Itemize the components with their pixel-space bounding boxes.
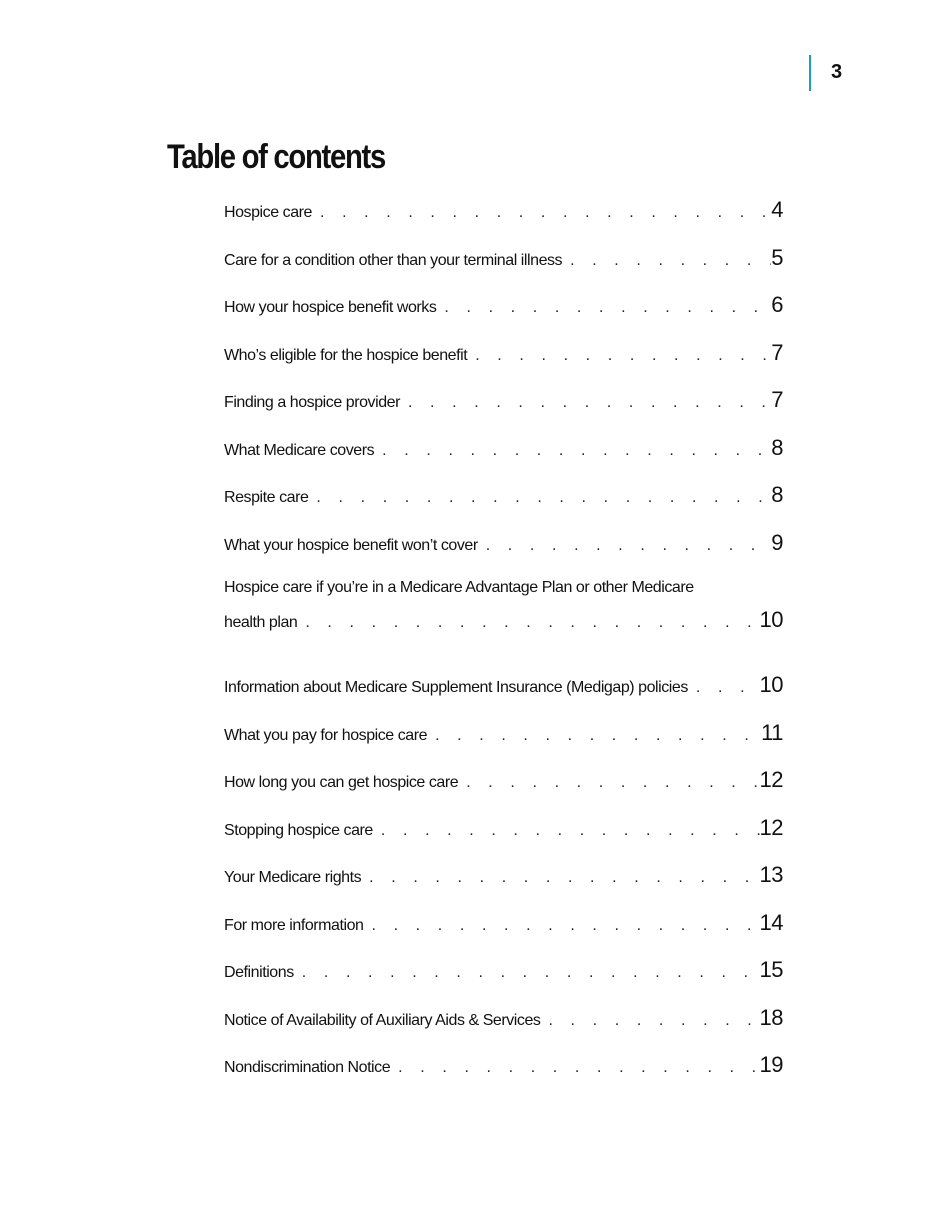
toc-entry-label: Your Medicare rights xyxy=(224,869,362,886)
dot-leader xyxy=(466,771,759,795)
dot-leader xyxy=(320,201,771,225)
toc-entry-page: 9 xyxy=(771,529,783,555)
toc-entry-label: Nondiscrimination Notice xyxy=(224,1059,391,1076)
toc-entry-page: 14 xyxy=(759,909,783,935)
toc-entry-page: 19 xyxy=(759,1052,783,1077)
toc-entry-page: 7 xyxy=(771,387,783,412)
toc-entry-page: 6 xyxy=(771,292,783,317)
toc-entry-page: 8 xyxy=(771,434,783,460)
toc-entry-page: 12 xyxy=(759,767,783,792)
toc-entry-label: Hospice care xyxy=(224,204,312,221)
toc-entry-label: Who’s eligible for the hospice benefit xyxy=(224,346,468,364)
toc-entry-more-information[interactable] xyxy=(224,905,783,953)
dot-leader xyxy=(302,961,760,985)
toc-entry-wont-cover[interactable] xyxy=(224,525,783,573)
toc-entry-page: 12 xyxy=(759,814,783,840)
dot-leader xyxy=(444,296,771,320)
toc-entry-hospice-care[interactable] xyxy=(224,192,783,240)
toc-entry-medicare-advantage[interactable] xyxy=(224,572,783,667)
dot-leader xyxy=(372,914,760,938)
toc-entry-whos-eligible[interactable] xyxy=(224,335,783,383)
page-number-rule xyxy=(809,55,811,91)
page-number: 3 xyxy=(831,61,843,83)
toc-entry-label-line2: health plan xyxy=(224,614,298,631)
toc-entry-medicare-rights[interactable] xyxy=(224,857,783,905)
toc-entry-label: Definitions xyxy=(224,964,294,981)
toc-entry-label: Information about Medicare Supplement Insurance (Medigap) policies xyxy=(224,679,688,696)
toc-entry-page: 11 xyxy=(761,719,783,745)
toc-entry-label: For more information xyxy=(224,916,364,934)
toc-entry-page: 4 xyxy=(771,197,783,222)
dot-leader xyxy=(305,611,759,635)
dot-leader xyxy=(696,676,760,700)
toc-entry-label: Notice of Availability of Auxiliary Aids & Services xyxy=(224,1011,541,1029)
toc-entry-medigap[interactable] xyxy=(224,667,783,715)
dot-leader xyxy=(369,866,759,890)
toc-entry-page: 10 xyxy=(759,672,783,697)
toc-entry-auxiliary-aids[interactable] xyxy=(224,1000,783,1048)
toc-entry-how-long[interactable] xyxy=(224,762,783,810)
toc-entry-label: Respite care xyxy=(224,489,309,506)
dot-leader xyxy=(570,249,771,273)
dot-leader xyxy=(381,819,760,843)
dot-leader xyxy=(382,439,771,463)
toc-entry-page: 18 xyxy=(759,1004,783,1030)
toc-entry-page: 13 xyxy=(759,862,783,887)
toc-entry-what-you-pay[interactable] xyxy=(224,715,783,763)
toc-entry-label: Finding a hospice provider xyxy=(224,394,400,411)
toc-entry-label: Care for a condition other than your terminal illness xyxy=(224,251,563,269)
toc-entry-page: 8 xyxy=(771,482,783,507)
table-of-contents xyxy=(224,192,783,1095)
toc-entry-label: How long you can get hospice care xyxy=(224,774,459,791)
dot-leader xyxy=(408,391,771,415)
toc-entry-label: What Medicare covers xyxy=(224,441,375,459)
toc-entry-label: Stopping hospice care xyxy=(224,821,373,839)
toc-entry-definitions[interactable] xyxy=(224,952,783,1000)
toc-entry-page: 5 xyxy=(771,244,783,270)
toc-entry-second-line xyxy=(224,608,783,635)
dot-leader xyxy=(316,486,771,510)
toc-entry-stopping-care[interactable] xyxy=(224,810,783,858)
toc-entry-page: 15 xyxy=(759,957,783,982)
toc-entry-label: What your hospice benefit won’t cover xyxy=(224,536,478,554)
toc-entry-label: How your hospice benefit works xyxy=(224,299,437,316)
dot-leader xyxy=(435,724,761,748)
toc-entry-what-medicare-covers[interactable] xyxy=(224,430,783,478)
dot-leader xyxy=(486,534,771,558)
toc-entry-other-condition[interactable] xyxy=(224,240,783,288)
toc-entry-label-line1: Hospice care if you’re in a Medicare Advantage Plan or other Medicare xyxy=(224,579,694,596)
dot-leader xyxy=(398,1056,759,1080)
dot-leader xyxy=(548,1009,759,1033)
toc-entry-nondiscrimination[interactable] xyxy=(224,1047,783,1095)
toc-entry-page: 7 xyxy=(771,339,783,365)
dot-leader xyxy=(475,344,771,368)
toc-entry-finding-provider[interactable] xyxy=(224,382,783,430)
toc-entry-how-benefit-works[interactable] xyxy=(224,287,783,335)
toc-entry-label: What you pay for hospice care xyxy=(224,726,428,744)
toc-entry-respite-care[interactable] xyxy=(224,477,783,525)
toc-entry-page: 10 xyxy=(759,607,783,632)
page-title: Table of contents xyxy=(167,138,385,176)
